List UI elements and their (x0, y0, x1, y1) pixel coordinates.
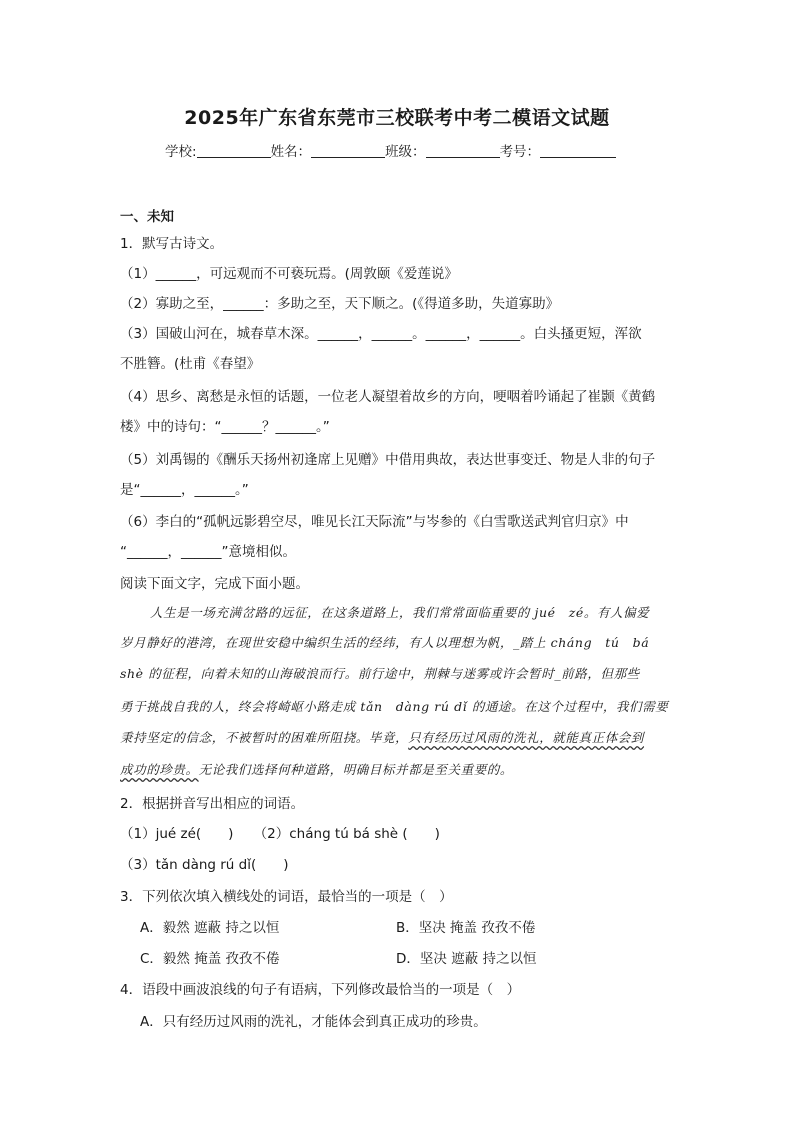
section-heading: 一、未知 (120, 209, 174, 225)
q1-item-4: （4）思乡、离愁是永恒的话题，一位老人凝望着故乡的方向，哽咽着吟诵起了崔颢《黄鹤 (120, 389, 656, 405)
q3-stem: 3．下列依次填入横线处的词语，最恰当的一项是（ ） (120, 889, 453, 905)
q3-option-a[interactable]: A．毅然 遮蔽 持之以恒 (140, 920, 280, 936)
q3-option-d[interactable]: D．坚决 遮蔽 持之以恒 (396, 951, 537, 967)
passage-line-6 (120, 760, 513, 778)
q2-line-2: （3）tǎn dàng rú dǐ( ) (120, 857, 289, 873)
passage-tail: 无论我们选择何种道路，明确目标并都是至关重要的。 (198, 762, 514, 777)
name-blank[interactable] (311, 143, 385, 158)
wavy-sentence-part-1: 只有经历过风雨的洗礼，就能真正体会到 (408, 730, 645, 745)
passage-line-4: 勇于挑战自我的人，终会将崎岖小路走成 tǎn dàng rú dǐ 的通途。在这个过程中，我们需要 (120, 699, 669, 714)
passage-line-2: 岁月静好的港湾，在现世安稳中编织生活的经纬，有人以理想为帆，_踏上 cháng tú bá (120, 635, 650, 650)
q3-option-c[interactable]: C．毅然 掩盖 孜孜不倦 (140, 951, 280, 967)
wavy-sentence-part-2: 成功的珍贵。 (120, 762, 199, 777)
q3-option-b[interactable]: B．坚决 掩盖 孜孜不倦 (396, 920, 536, 936)
q1-item-3: （3）国破山河在，城春草木深。______，______。______，______。白头搔更短，浑欲 (120, 326, 642, 342)
class-blank[interactable] (426, 143, 500, 158)
q2-line-1: （1）jué zé( ) （2）cháng tú bá shè ( ) (120, 826, 440, 842)
q1-item-4-cont: 楼》中的诗句：“______？______。” (120, 419, 330, 435)
q1-item-3-cont: 不胜簪。(杜甫《春望》 (120, 356, 261, 372)
passage-line-1: 人生是一场充满岔路的远征，在这条道路上，我们常常面临重要的 jué zé。有人偏爱 (150, 605, 650, 620)
q1-stem: 1．默写古诗文。 (120, 236, 224, 252)
school-blank[interactable] (197, 143, 271, 158)
passage-line-5 (120, 728, 644, 746)
name-label: 姓名： (270, 144, 312, 160)
q1-item-5: （5）刘禹锡的《酬乐天扬州初逢席上见赠》中借用典故，表达世事变迁、物是人非的句子 (120, 452, 656, 468)
school-label: 学校: (165, 144, 197, 160)
passage-line-3: shè 的征程，向着未知的山海破浪而行。前行途中，荆棘与迷雾或许会暂时_前路，但那些 (120, 666, 640, 681)
q4-option-a[interactable]: A．只有经历过风雨的洗礼，才能体会到真正成功的珍贵。 (140, 1014, 487, 1030)
q1-item-6-cont: “______，______”意境相似。 (120, 544, 296, 560)
q1-item-2: （2）寡助之至，______：多助之至，天下顺之。(《得道多助，失道寡助》 (120, 296, 560, 312)
class-label: 班级： (385, 144, 426, 160)
passage-line-5-text: 秉持坚定的信念，不被暂时的困难所阻挠。毕竟， (120, 730, 409, 745)
q2-stem: 2．根据拼音写出相应的词语。 (120, 796, 305, 812)
q1-item-5-cont: 是“______，______。” (120, 482, 249, 498)
reading-intro: 阅读下面文字，完成下面小题。 (120, 576, 309, 592)
q4-stem: 4．语段中画波浪线的句子有语病，下列修改最恰当的一项是（ ） (120, 982, 521, 998)
student-info-line (165, 140, 616, 160)
page-title: 2025年广东省东莞市三校联考中考二模语文试题 (184, 107, 610, 129)
q1-item-6: （6）李白的“孤帆远影碧空尽，唯见长江天际流”与岑参的《白雪歌送武判官归京》中 (120, 514, 629, 530)
number-blank[interactable] (540, 143, 616, 158)
q1-item-1: （1）______，可远观而不可亵玩焉。(周敦颐《爱莲说》 (120, 266, 458, 282)
number-label: 考号： (499, 144, 541, 160)
